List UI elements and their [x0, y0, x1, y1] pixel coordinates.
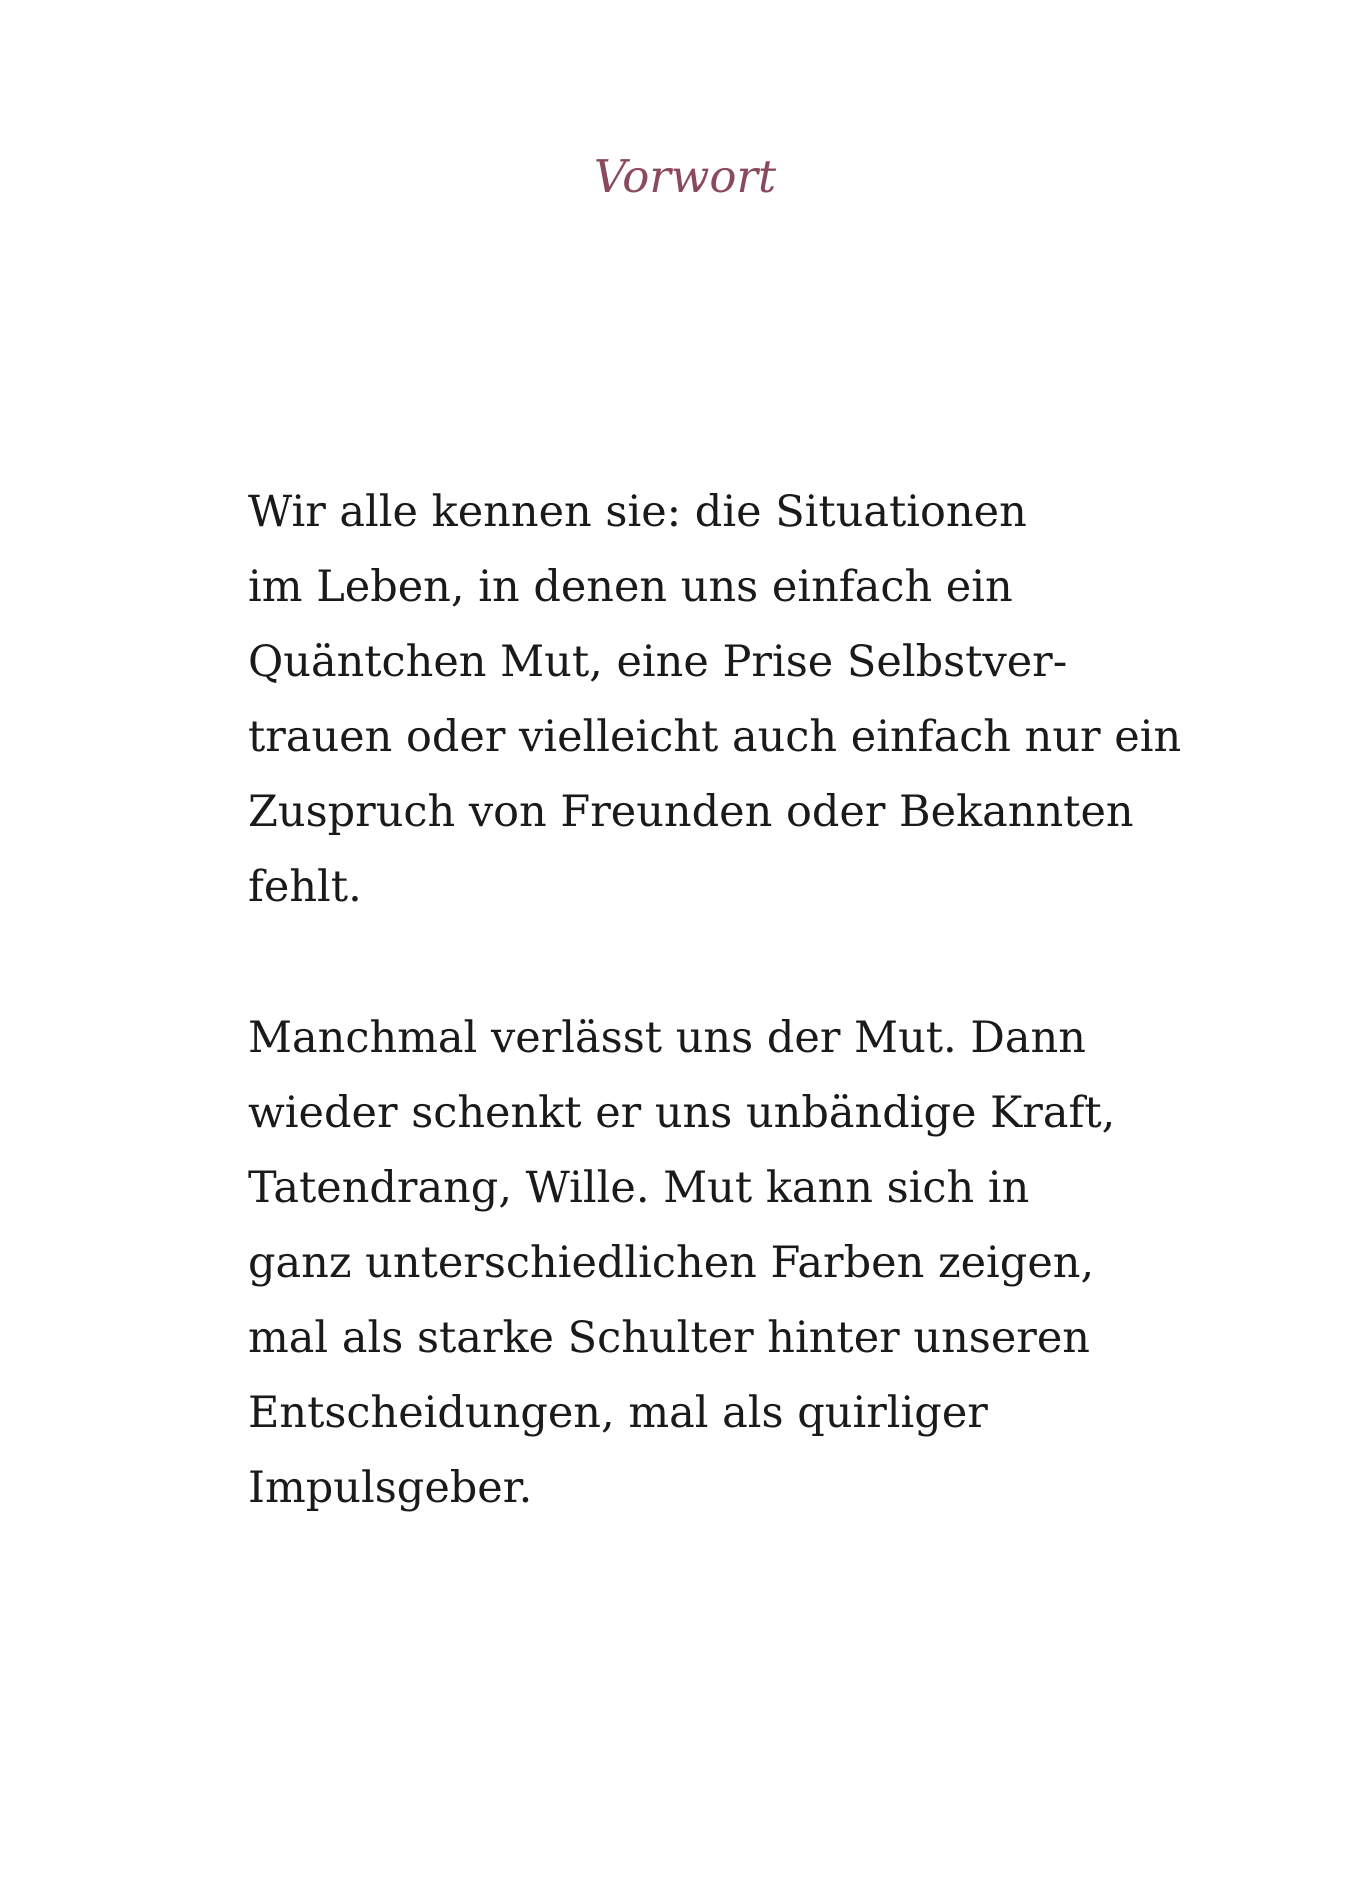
text-line: fehlt. [248, 862, 362, 912]
text-line: wieder schenkt er uns unbändige Kraft, [248, 1088, 1116, 1138]
paragraph-1 [248, 475, 1182, 925]
text-line: Manchmal verlässt uns der Mut. Dann [248, 1013, 1086, 1063]
text-line: mal als starke Schulter hinter unseren [248, 1313, 1090, 1363]
text-line: Zuspruch von Freunden oder Bekannten [248, 787, 1134, 837]
text-line: Impulsgeber. [248, 1463, 533, 1513]
text-line: Wir alle kennen sie: die Situationen [248, 487, 1027, 537]
text-line: im Leben, in denen uns einfach ein [248, 562, 1013, 612]
paragraph-2 [248, 1001, 1168, 1526]
text-line: trauen oder vielleicht auch einfach nur ein [248, 712, 1182, 762]
text-line: Quäntchen Mut, eine Prise Selbstver- [248, 637, 1068, 687]
text-line: ganz unterschiedlichen Farben zeigen, [248, 1238, 1095, 1288]
text-line: Entscheidungen, mal als quirliger [248, 1388, 988, 1438]
text-line: Tatendrang, Wille. Mut kann sich in [248, 1163, 1030, 1213]
chapter-title: Vorwort [593, 150, 777, 203]
